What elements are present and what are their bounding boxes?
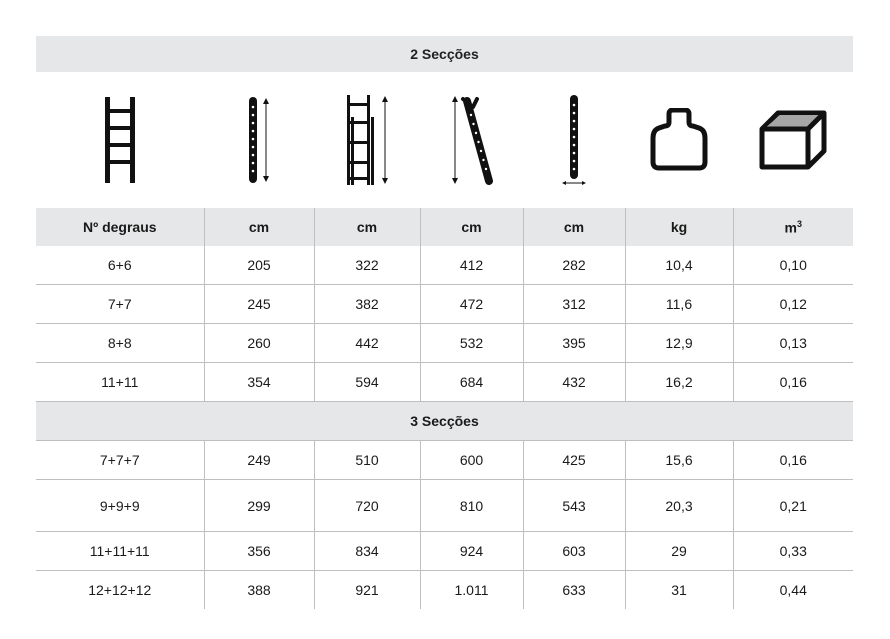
- section-title-2: 2 Secções: [36, 36, 853, 72]
- col-header-weight: kg: [625, 208, 733, 246]
- extended-height-icon: [343, 93, 391, 187]
- ladder-icon: [100, 95, 140, 185]
- table-row: 7+7+7 249 510 600 425 15,6 0,16: [36, 441, 853, 480]
- col-header-volume: $m^3$: [733, 208, 853, 246]
- table-row: 7+7 245 382 472 312 11,6 0,12: [36, 285, 853, 324]
- col-header-steps: Nº degraus: [36, 208, 204, 246]
- table-row: 6+6 205 322 412 282 10,4 0,10: [36, 246, 853, 285]
- table-row: 9+9+9 299 720 810 543 20,3 0,21: [36, 480, 853, 532]
- table-row: 8+8 260 442 532 395 12,9 0,13: [36, 324, 853, 363]
- col-header-width: cm: [523, 208, 625, 246]
- col-header-working: cm: [420, 208, 523, 246]
- col-header-extended: cm: [314, 208, 420, 246]
- weight-icon: [647, 108, 711, 172]
- spec-table-container: [36, 36, 853, 609]
- table-header-row: [36, 208, 853, 246]
- volume-box-icon: [758, 109, 828, 171]
- section-title-3-row: [36, 402, 853, 441]
- spec-table: [36, 208, 853, 609]
- closed-height-icon: [244, 95, 274, 185]
- col-header-closed: cm: [204, 208, 314, 246]
- table-row: 12+12+12 388 921 1.011 633 31 0,44: [36, 571, 853, 610]
- table-row: 11+11+11 356 834 924 603 29 0,33: [36, 532, 853, 571]
- table-row: 11+11 354 594 684 432 16,2 0,16: [36, 363, 853, 402]
- icon-row: [36, 72, 853, 208]
- working-height-icon: [447, 93, 497, 187]
- width-icon: [559, 93, 589, 187]
- section-title-3: 3 Secções: [36, 402, 853, 441]
